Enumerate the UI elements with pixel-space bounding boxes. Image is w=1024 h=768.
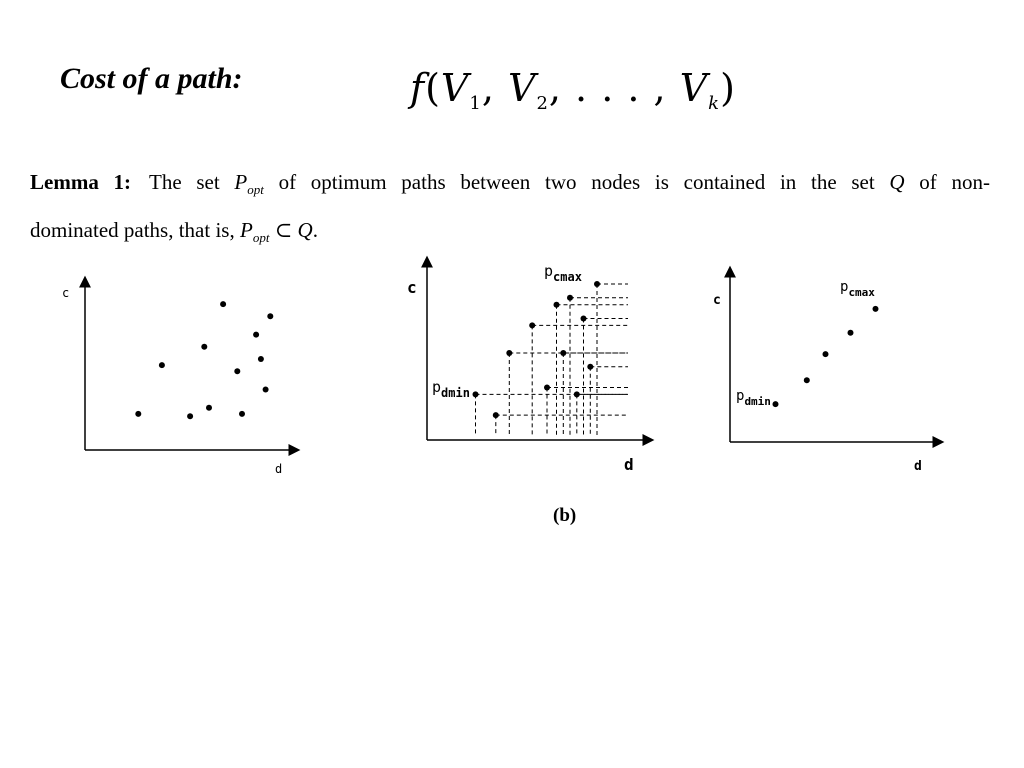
slide-title: Cost of a path: <box>60 62 243 95</box>
formula-vk: V <box>679 66 709 110</box>
plot2-point-0 <box>473 391 479 397</box>
formula-open-paren: ( <box>425 66 441 110</box>
plot3-y-label: c <box>713 293 721 308</box>
plot2-pdmin-label <box>432 378 470 400</box>
plot3-point-0 <box>773 401 779 407</box>
formula-v1: V <box>440 66 470 110</box>
plot1-point-5 <box>220 301 226 307</box>
formula-vk-sub-text: k <box>708 93 721 114</box>
formula-comma: , <box>481 66 508 110</box>
plot2-points <box>473 281 601 418</box>
plot2-point-6 <box>560 350 566 356</box>
lemma-text-a: The set <box>149 170 235 194</box>
lemma-text-e: ⊂ <box>269 218 298 243</box>
plot1-point-2 <box>187 413 193 419</box>
plot3-point-3 <box>848 330 854 336</box>
plot2-point-10 <box>587 364 593 370</box>
plot1-y-label: c <box>62 286 70 300</box>
lemma-p2: P <box>239 218 253 243</box>
lemma-text-b: of optimum paths between two nodes is contained in the set <box>263 170 890 194</box>
plot-dominance-grid <box>407 258 652 474</box>
plot1-point-7 <box>239 411 245 417</box>
plot3-pdmin-label <box>736 388 771 408</box>
plot1-x-label: d <box>275 462 283 476</box>
plot3-pcmax-label <box>840 279 875 299</box>
plot3-pcmax-sub: cmax <box>848 286 875 299</box>
lemma-text-c: of non- <box>904 170 990 194</box>
plot2-dominance-lines <box>476 284 629 435</box>
lemma-q: Q <box>889 170 905 194</box>
lemma-q2: Q <box>297 218 313 243</box>
plot2-point-2 <box>506 350 512 356</box>
formula-v2: V <box>507 66 537 110</box>
formula-function: f <box>410 66 426 110</box>
formula-ellipsis: , . . . , <box>548 66 667 110</box>
plot2-point-11 <box>594 281 600 287</box>
plot3-point-2 <box>823 351 829 357</box>
plot2-pdmin-p: p <box>432 378 442 396</box>
lemma-p2-sub: opt <box>252 230 270 246</box>
plot1-points <box>135 301 273 419</box>
dominance-plots <box>0 240 1024 500</box>
plot3-pcmax-p: p <box>840 279 849 295</box>
plot2-point-8 <box>574 391 580 397</box>
plot3-pdmin-sub: dmin <box>744 395 771 408</box>
plot2-pdmin-sub: dmin <box>441 386 470 400</box>
plot3-point-4 <box>873 306 879 312</box>
plot2-y-label: c <box>407 278 417 297</box>
plot1-point-6 <box>234 368 240 374</box>
plot1-point-1 <box>159 362 165 368</box>
lemma-text-d: dominated paths, that is, <box>30 218 240 243</box>
plot1-point-8 <box>253 332 259 338</box>
formula-v1-sub: 1 <box>469 93 482 114</box>
plot2-pcmax-label <box>544 262 582 284</box>
plot2-point-4 <box>544 385 550 391</box>
plot3-pdmin-p: p <box>736 388 745 404</box>
plot2-point-1 <box>493 412 499 418</box>
plot-non-dominated <box>713 268 942 474</box>
plot1-point-3 <box>201 344 207 350</box>
plot2-pcmax-sub: cmax <box>553 270 582 284</box>
lemma-p: P <box>234 170 248 194</box>
plot2-x-label: d <box>624 455 634 474</box>
formula-close-paren: ) <box>720 66 736 110</box>
plot2-pcmax-p: p <box>544 262 554 280</box>
plot2-point-3 <box>529 322 535 328</box>
plot3-points <box>773 306 879 407</box>
lemma-label: Lemma 1: <box>30 170 132 194</box>
plot2-point-7 <box>567 295 573 301</box>
plot2-point-9 <box>581 316 587 322</box>
plot1-point-4 <box>206 405 212 411</box>
plot1-point-9 <box>258 356 264 362</box>
plot1-point-10 <box>263 387 269 393</box>
plot1-point-0 <box>135 411 141 417</box>
figure-caption: (b) <box>553 505 577 526</box>
formula-vk-sub <box>708 93 720 114</box>
lemma-line-1 <box>30 162 990 210</box>
path-cost-formula <box>410 66 736 114</box>
plot2-point-5 <box>554 302 560 308</box>
plot3-point-1 <box>804 377 810 383</box>
formula-v2-sub: 2 <box>536 93 549 114</box>
plot1-point-11 <box>267 313 273 319</box>
lemma-text-f: . <box>312 218 318 243</box>
lemma-p-sub: opt <box>247 182 264 198</box>
plot-all-paths <box>62 278 298 476</box>
plot3-x-label: d <box>914 459 922 474</box>
